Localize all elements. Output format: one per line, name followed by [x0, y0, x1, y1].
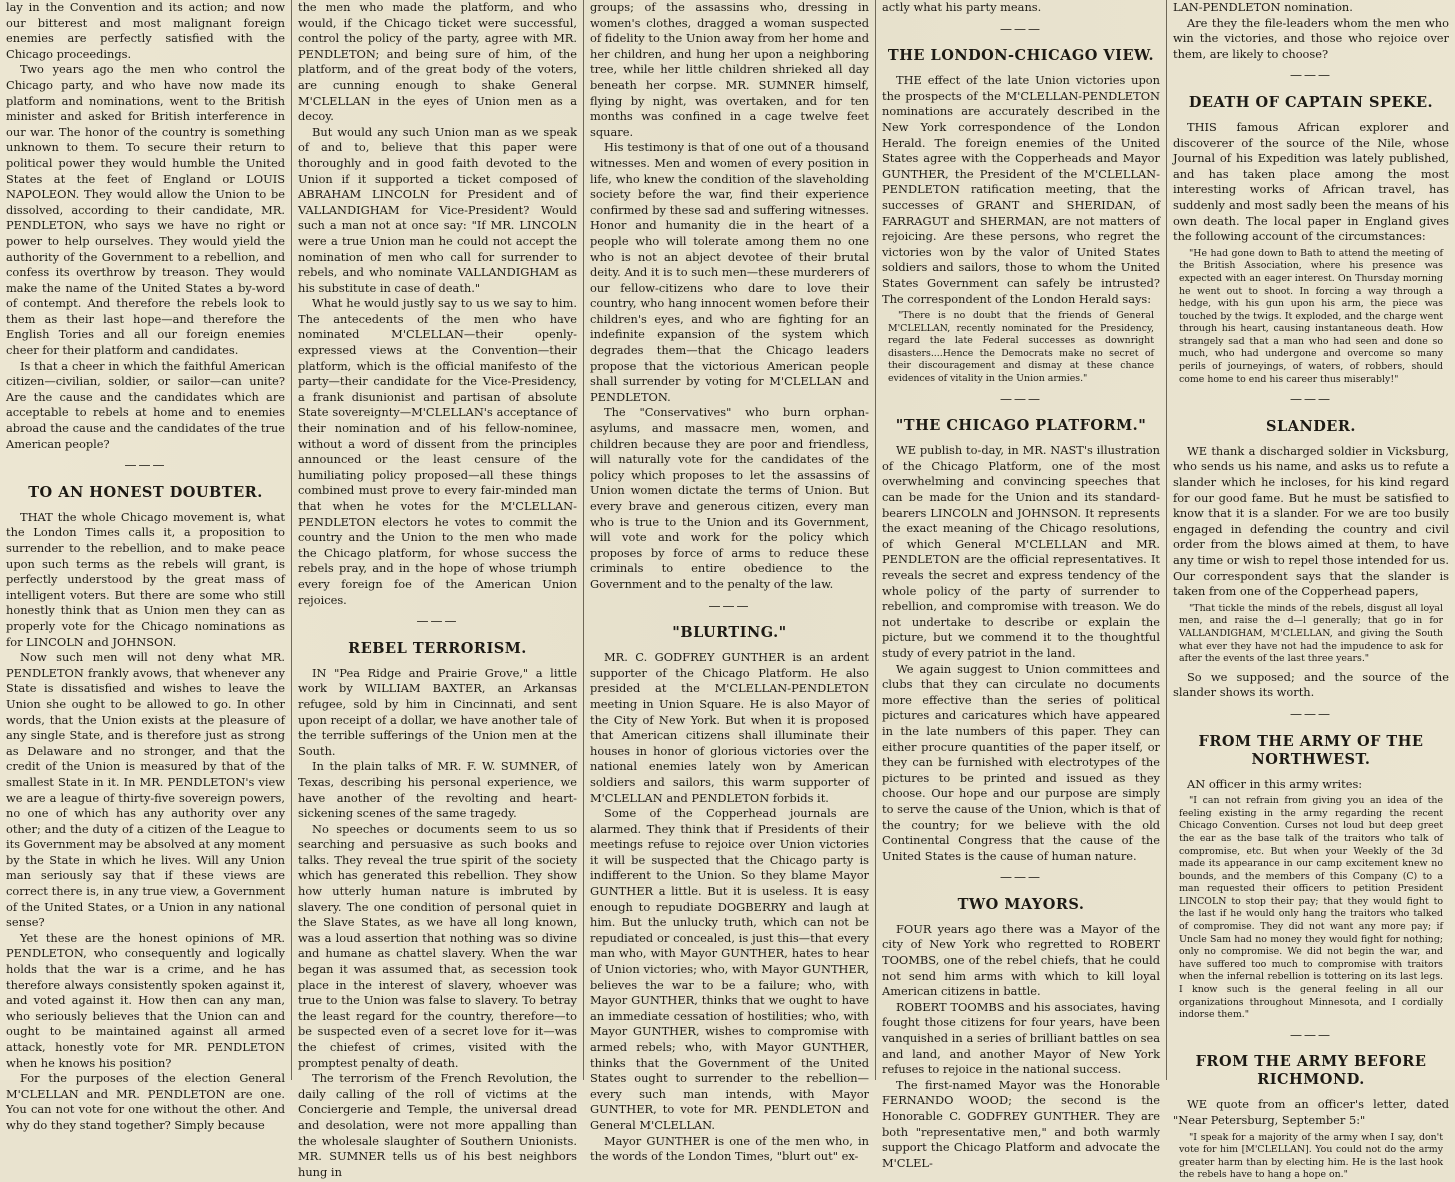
paragraph: But would any such Union man as we speak of and to, believe that this paper were thoroughly and in good faith devoted to the Union if it supported a ticket composed of ABRAHAM LINCOLN for President and of VALLANDIGHAM for Vice-President? Would such a man not at once say: "If MR. LINCOLN were a true Union man he could not accept the nomination of men who call for surrender to rebels, and who nominate VALLANDIGHAM as his substitute in case of death." [298, 124, 577, 295]
column-5 [1167, 0, 1455, 1181]
block-quote [1173, 1132, 1449, 1182]
section-divider: ——— [1000, 870, 1042, 885]
paragraph: What he would justly say to us we say to him. The antecedents of the men who have nominated M'CLELLAN—their openly-expressed views at the Convention—their platform, which is the official manifesto of the party—their candidate for the Vice-Presidency, a frank disunionist and partisan of absolute State sovereignty—M'CLELLAN's acceptance of their nomination and of his fellow-nominee, without a word of dissent from the principles announced or the least censure of the humiliating policy proposed—all these things combined must prove to every fair-minded man that when he votes for the M'CLELLAN-PENDLETON electors he votes to commit the country and the Union to the men who made the Chicago platform, for whose success the rebels pray, and in the hope of whose triumph every foreign foe of the American Union rejoices. [298, 296, 577, 607]
paragraph: Two years ago the men who control the Chicago party, and who have now made its platform and nominations, went to the British minister and asked for British interference in our war. The honor of the country is something unknown to them. To secure their return to political power they would humble the United States at the feet of England or LOUIS NAPOLEON. They would allow the Union to be dissolved, according to their candidate, MR. PENDLETON, who says we have no right or power to help ourselves. They would yield the authority of the Government to a rebellion, and confess its overthrow by treason. They would make the name of the United States a by-word of contempt. And therefore the rebels look to them as their last hope—and therefore the English Tories and all our foreign enemies cheer for their platform and candidates. [6, 62, 285, 358]
section-divider: ——— [708, 598, 751, 613]
paragraph: MR. C. GODFREY GUNTHER is an ardent supporter of the Chicago Platform. He also presided at the M'CLELLAN-PENDLETON meeting in Union Square. He is also Mayor of the City of New York. But when it is proposed that American citizens shall illuminate their houses in honor of glorious victories over the national enemies lately won by American soldiers and sailors, this warm supporter of M'CLELLAN and PENDLETON forbids it. [590, 650, 869, 805]
headline-army-richmond: FROM THE ARMY BEFORE RICHMOND. [1195, 1053, 1427, 1089]
section-divider: ——— [1290, 68, 1332, 83]
paragraph: Now such men will not deny what MR. PENDLETON frankly avows, that whenever any State is dissatisfied and wishes to leave the Union she ought to be allowed to go. In other words, that the Union exists at the pleasure of any single State, and is therefore just as strong as Delaware and no stronger, and that the credit of the Union is measured by that of the smallest State in it. In MR. PENDLETON's view we are a league of thirty-five sovereign powers, no one of which has any authority over any other; and the duty of a citizen of the League to its Government may be absolved at any moment by the State in which he lives. Will any Union man seriously say that if these views are correct there is, in any true view, a Government of the United States, or a Union in any national sense? [6, 650, 285, 930]
section-divider: ——— [416, 614, 459, 629]
column-4 [876, 0, 1166, 1170]
column-3 [584, 0, 875, 1164]
headline-two-mayors: TWO MAYORS. [957, 895, 1085, 913]
quote-text: "There is no doubt that the friends of General M'CLELLAN, recently nominated for the Presidency, regard the late Federal successes as downright disasters....Hence the Democrats make no secret of their discouragement and dismay at these chance evidences of vitality in the Union armies." [888, 310, 1154, 385]
section-divider: ——— [1000, 391, 1042, 406]
block-quote [1173, 603, 1449, 666]
paragraph: WE thank a discharged soldier in Vicksburg, who sends us his name, and asks us to refute a slander which he incloses, for his kind regard for our good fame. But he must be satisfied to know that it is a slander. For we are too busily engaged in defending the country and civil order from the blows aimed at them, to have any time or wish to repel those intended for us. Our correspondent says that the slander is taken from one of the Copperhead papers, [1173, 443, 1449, 599]
paragraph: IN "Pea Ridge and Prairie Grove," a little work by WILLIAM BAXTER, an Arkansas refugee, sold by him in Cincinnati, and sent upon receipt of a dollar, we have another tale of the terrible sufferings of the Union men at the South. [298, 665, 577, 758]
headline-death-captain-speke: DEATH OF CAPTAIN SPEKE. [1188, 93, 1434, 111]
block-quote [1173, 795, 1449, 1022]
paragraph: For the purposes of the election General M'CLELLAN and MR. PENDLETON are one. You can not vote for one without the other. And why do they stand together? Simply because [6, 1071, 285, 1132]
headline-chicago-platform: "THE CHICAGO PLATFORM." [895, 417, 1147, 435]
paragraph: lay in the Convention and its action; and now our bitterest and most malignant foreign enemies are perfectly satisfied with the Chicago proceedings. [6, 0, 285, 61]
paragraph: the men who made the platform, and who would, if the Chicago ticket were successful, control the policy of the party, agree with MR. PENDLETON; and being sure of him, of the platform, and of the great body of the voters, are cunning enough to shake General M'CLELLAN in the eyes of Union men as a decoy. [298, 0, 577, 124]
headline-blurting: "BLURTING." [672, 624, 787, 642]
paragraph: AN officer in this army writes: [1187, 776, 1363, 791]
column-1 [0, 0, 291, 1132]
headline-army-northwest: FROM THE ARMY OF THE NORTHWEST. [1198, 732, 1424, 768]
paragraph: ROBERT TOOMBS and his associates, having fought those citizens for four years, have been vanquished in a series of brilliant battles on sea and land, and another Mayor of New York refuses to rejoice in the national success. [882, 999, 1160, 1077]
quote-text: "I speak for a majority of the army when I say, don't vote for him [M'CLELLAN]. You could not do the army greater harm than by electing him. He is the last hook the rebels have to hang a hope on." [1179, 1131, 1443, 1181]
paragraph: Some of the Copperhead journals are alarmed. They think that if Presidents of their meetings refuse to rejoice over Union victories it will be suspected that the Chicago party is indifferent to the Union. So they blame Mayor GUNTHER a little. But it is useless. It is easy enough to repudiate DOGBERRY and laugh at him. But the unlucky truth, which can not be repudiated or concealed, is just this—that every man who, with Mayor GUNTHER, hates to hear of Union victories; who, with Mayor GUNTHER, believes the war to be a failure; who, with Mayor GUNTHER, thinks that we ought to have an immediate cessation of hostilities; who, with Mayor GUNTHER, wishes to compromise with armed rebels; who, with Mayor GUNTHER, thinks that the Government of the United States ought to surrender to the rebellion—every such man intends, with Mayor GUNTHER, to vote for MR. PENDLETON and General M'CLELLAN. [590, 806, 869, 1132]
quote-text: "I can not refrain from giving you an idea of the feeling existing in the army regarding the recent Chicago Convention. Curses not loud but deep greet the ear as the base talk of the traitors who talk of compromise, etc. But when your Weekly of the 3d made its appearance in our camp excitement knew no bounds, and the members of this Company (C) to a man requested their officers to petition President LINCOLN to stop their pay; that they would fight to the last if he would only hang the traitors who talked of compromise. They did not want any more pay; if Uncle Sam had no money they would fight for nothing; only no compromise. We did not begin the war, and have suffered too much to compromise with traitors when the infernal rebellion is tottering on its last legs. I know such is the general feeling in all our organizations throughout Minnesota, and I cordially indorse them." [1179, 795, 1443, 1021]
section-divider: ——— [124, 458, 167, 473]
paragraph: Are they the file-leaders whom the men who win the victories, and those who rejoice over them, are likely to choose? [1173, 15, 1449, 61]
column-2 [292, 0, 583, 1179]
headline-rebel-terrorism: REBEL TERRORISM. [348, 639, 527, 657]
quote-text: "That tickle the minds of the rebels, disgust all loyal men, and raise the d—l generally; that go in for VALLANDIGHAM, M'CLELLAN, and giving the South what ever they have not had the impudence to ask for after the events of the last three years." [1179, 602, 1443, 665]
section-divider: ——— [1290, 706, 1332, 721]
paragraph: THE effect of the late Union victories upon the prospects of the M'CLELLAN-PENDLETON nominations are accurately described in the New York correspondence of the London Herald. The foreign enemies of the United States agree with the Copperheads and Mayor GUNTHER, the President of the M'CLELLAN-PENDLETON ratification meeting, that the successes of GRANT and SHERIDAN, of FARRAGUT and SHERMAN, are not matters of rejoicing. Are these persons, who regret the victories won by the valor of United States soldiers and sailors, those to whom the United States Government can safely be intrusted? The correspondent of the London Herald says: [882, 73, 1160, 306]
paragraph: THIS famous African explorer and discoverer of the source of the Nile, whose Journal of his Expedition was lately published, and has taken place among the most interesting works of African travel, has suddenly and most sadly been the means of his own death. The local paper in England gives the following account of the circumstances: [1173, 119, 1449, 244]
paragraph: Is that a cheer in which the faithful American citizen—civilian, soldier, or sailor—can unite? Are the cause and the candidates which are acceptable to rebels at home and to enemies abroad the cause and the candidates of the true American people? [6, 358, 285, 451]
paragraph: We again suggest to Union committees and clubs that they can circulate no documents more effective than the series of political pictures and caricatures which have appeared in the late numbers of this paper. They can either procure quantities of the paper itself, or they can be furnished with electrotypes of the pictures to be printed and issued as they choose. Our hope and our purpose are simply to serve the cause of the Union, which is that of the country; for we believe with the old Continental Congress that the cause of the United States is the cause of human nature. [882, 661, 1160, 863]
section-divider: ——— [1290, 392, 1332, 407]
quote-text: "He had gone down to Bath to attend the meeting of the British Association, where his presence was expected with an eager interest. On Thursday morning he went out to shoot. In forcing a way through a hedge, with his gun upon his arm, the piece was touched by the twigs. It exploded, and the charge went through his heart, causing instantaneous death. How strangely sad that a man who had seen and done so much, who had undergone and overcome so many perils of journeyings, of waters, of robbers, should come home to end his career thus miserably!" [1179, 247, 1443, 385]
paragraph: WE quote from an officer's letter, dated "Near Petersburg, September 5:" [1173, 1097, 1449, 1127]
paragraph: The "Conservatives" who burn orphan-asylums, and massacre men, women, and children because they are poor and friendless, will naturally vote for the candidates of the policy which proposes to let the assassins of Union women dictate the terms of Union. But every brave and generous citizen, every man who is true to the Union and its Government, will vote and work for the policy which proposes by force of arms to reduce these criminals to entire obedience to the Government and to the penalty of the law. [590, 405, 869, 591]
paragraph: WE publish to-day, in MR. NAST's illustration of the Chicago Platform, one of the most overwhelming and convincing speeches that can be made for the Union and its standard-bearers LINCOLN and JOHNSON. It represents the exact meaning of the Chicago resolutions, of which General M'CLELLAN and MR. PENDLETON are the official representatives. It reveals the secret and express tendency of the whole policy of the party of surrender to rebellion, and compromise with treason. We do not undertake to describe or explain the picture, but we commend it to the thoughtful study of every patriot in the land. [882, 443, 1160, 660]
section-divider: ——— [1000, 21, 1042, 36]
section-divider: ——— [1290, 1027, 1332, 1042]
paragraph: LAN-PENDLETON nomination. [1173, 0, 1353, 14]
block-quote [1173, 248, 1449, 387]
paragraph: actly what his party means. [882, 0, 1042, 14]
paragraph: The first-named Mayor was the Honorable FERNANDO WOOD; the second is the Honorable C. GODFREY GUNTHER. They are both "representative men," and both warmly support the Chicago Platform and advocate the M'CLEL- [882, 1077, 1160, 1170]
paragraph: Yet these are the honest opinions of MR. PENDLETON, who consequently and logically holds that the war is a crime, and he has therefore always consistently spoken against it, and voted against it. How then can any man, who seriously believes that the Union can and ought to be maintained against all armed attack, honestly vote for MR. PENDLETON when he knows his position? [6, 930, 285, 1070]
paragraph: THAT the whole Chicago movement is, what the London Times calls it, a proposition to surrender to the rebellion, and to make peace upon such terms as the rebels will grant, is perfectly understood by the great mass of intelligent voters. But there are some who still honestly think that as Union men they can as properly vote for the Chicago nominations as for LINCOLN and JOHNSON. [6, 509, 285, 649]
paragraph: groups; of the assassins who, dressing in women's clothes, dragged a woman suspected of fidelity to the Union away from her home and her children, and hung her upon a neighboring tree, while her little children shrieked all day beneath her corpse. MR. SUMNER himself, flying by night, was overtaken, and for ten months was confined in a cage twelve feet square. [590, 0, 869, 139]
block-quote [882, 310, 1160, 386]
headline-slander: SLANDER. [1266, 417, 1356, 435]
headline-honest-doubter: TO AN HONEST DOUBTER. [28, 483, 263, 501]
paragraph: FOUR years ago there was a Mayor of the city of New York who regretted to ROBERT TOOMBS, one of the rebel chiefs, that he could not send him arms with which to kill loyal American citizens in battle. [882, 921, 1160, 999]
paragraph: Mayor GUNTHER is one of the men who, in the words of the London Times, "blurt out" ex- [590, 1133, 869, 1164]
headline-london-chicago-view: THE LONDON-CHICAGO VIEW. [887, 47, 1155, 65]
paragraph: The terrorism of the French Revolution, the daily calling of the roll of victims at the Conciergerie and Temple, the universal dread and desolation, were not more appalling than the wholesale slaughter of Southern Unionists. MR. SUMNER tells us of his best neighbors hung in [298, 1071, 577, 1179]
paragraph: No speeches or documents seem to us so searching and persuasive as such books and talks. They reveal the true spirit of the society which has generated this rebellion. They show how utterly human nature is imbruted by slavery. The one condition of personal quiet in the Slave States, as we have all long known, was a loud assertion that nothing was so divine and humane as chattel slavery. When the war began it was assumed that, as secession took place in the interest of slavery, whoever was true to the Union was false to slavery. To betray the least regard for the country, therefore—to be suspected even of a secret love for it—was the chiefest of crimes, visited with the promptest penalty of death. [298, 821, 577, 1070]
paragraph: In the plain talks of MR. F. W. SUMNER, of Texas, describing his personal experience, we have another of the revolting and heart-sickening scenes of the same tragedy. [298, 759, 577, 821]
paragraph: So we supposed; and the source of the slander shows its worth. [1173, 669, 1449, 700]
paragraph: His testimony is that of one out of a thousand witnesses. Men and women of every position in life, who knew the condition of the slaveholding society before the war, find their experience confirmed by these sad and suffering witnesses. Honor and humanity die in the heart of a people who will tolerate among them no one who is not an abject devotee of their brutal deity. And it is to such men—these murderers of our fellow-citizens who dare to love their country, who hang innocent women before their children's eyes, and who are fighting for an indefinite expansion of the system which degrades them—that the Chicago leaders propose that the victorious American people shall surrender by voting for M'CLELLAN and PENDLETON. [590, 140, 869, 404]
